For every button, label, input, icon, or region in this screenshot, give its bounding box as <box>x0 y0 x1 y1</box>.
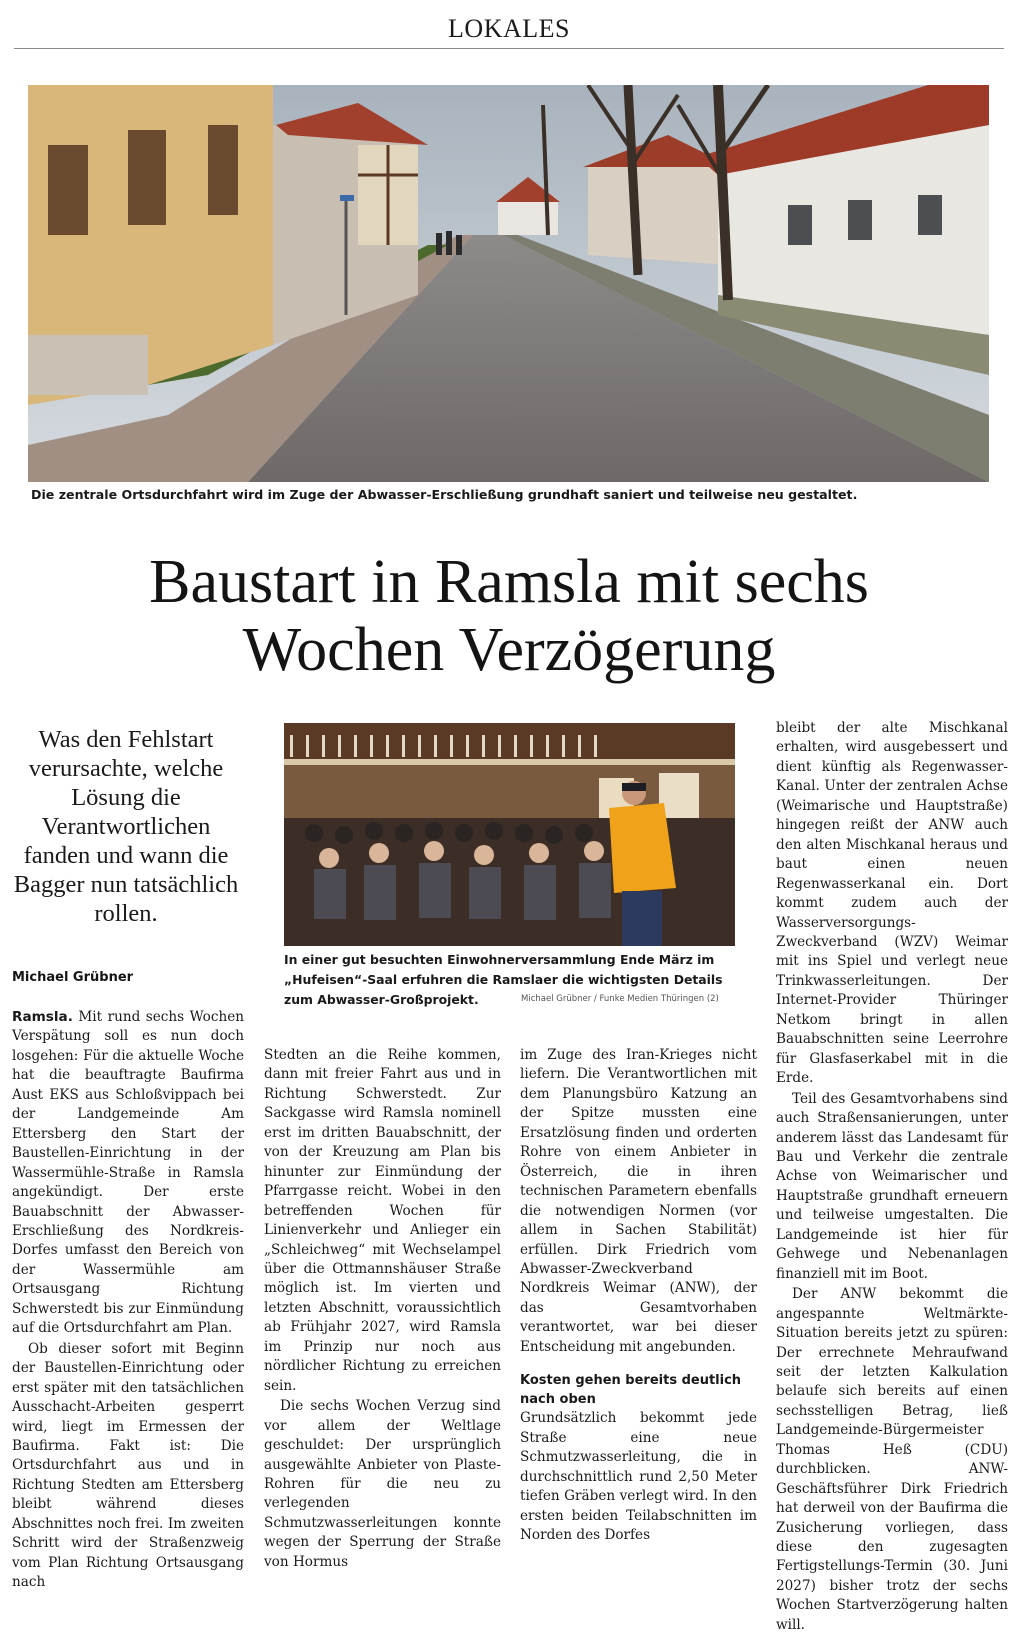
paragraph: Stedten an die Reihe kommen, dann mit freier Fahrt aus und in Richtung Schwerstedt. Zur Sackgasse wird Ramsla nominell erst im dritten Bauabschnitt, der von der Kreuzung am Plan bis hinunter zur Einmündung der Pfarrgasse reicht. Wobei in den betreffenden Wochen für Linienverkehr und Anlieger ein „Schleichweg“ mit Wechselampel über die Ottmannshäuser Straße möglich ist. Im vierten und letzten Abschnitt, voraussichtlich ab Frühjahr 2027, wird Ramsla im Prinzip nur noch aus nördlicher Richtung zu erreichen sein. <box>264 1047 501 1394</box>
headline <box>0 548 1018 684</box>
meeting-photo-caption: In einer gut besuchten Einwohnerversammlung Ende März im „Hufeisen“-Saal erfuhren die Ramslaer die wichtigsten Details zum Abwasser-Großprojekt. <box>284 952 723 1007</box>
article-column-4 <box>776 719 1008 1635</box>
dateline: Ramsla. <box>12 1009 73 1025</box>
photo-credit: Michael Grübner / Funke Medien Thüringen (2) <box>521 994 719 1004</box>
paragraph <box>12 1008 244 1339</box>
paragraph: Die sechs Wochen Verzug sind vor allem der Weltlage geschuldet: Der ursprünglich ausgewählte Anbieter von Plaste-Rohren für die neu zu verlegenden Schmutzwasserleitungen konnte wegen der Sperrung der Straße von Hormus <box>264 1398 501 1570</box>
paragraph: Grundsätzlich bekommt jede Straße eine neue Schmutzwasserleitung, die in durchschnittlich rund 2,50 Meter tiefen Gräben verlegt wird. In den ersten beiden Teilabschnitten im Norden des Dorfes <box>520 1410 757 1543</box>
main-photo-caption: Die zentrale Ortsdurchfahrt wird im Zuge der Abwasser-Erschließung grundhaft saniert und teilweise neu gestaltet. <box>31 487 858 502</box>
headline-line-1: Baustart in Ramsla mit sechs <box>149 548 869 616</box>
author: Michael Grübner <box>12 970 134 985</box>
article-column-2 <box>264 1046 501 1572</box>
subheading: Kosten gehen bereits deutlich nach oben <box>520 1373 742 1408</box>
main-photo <box>28 85 989 482</box>
section-rule <box>14 48 1004 49</box>
paragraph: Ob dieser sofort mit Beginn der Baustellen-Einrichtung oder erst später mit den tatsächlichen Ausschacht-Arbeiten gesperrt wird, liegt im Ermessen der Baufirma. Fakt ist: Die Ortsdurchfahrt aus und in Richtung Stedten am Ettersberg bleibt während dieses Abschnittes noch frei. Im zweiten Schritt wird der Straßenzweig vom Plan Richtung Ortsausgang nach <box>12 1340 244 1591</box>
paragraph: im Zuge des Iran-Krieges nicht liefern. Die Verantwortlichen mit dem Planungsbüro Katzung an der Spitze mussten eine Ersatzlösung finden und orderten Rohre von einem Anbieter in Österreich, die in ihren technischen Parametern ebenfalls die notwendigen Normen (vor allem in Sachen Stabilität) erfüllen. Dirk Friedrich vom Abwasser-Zweckverband Nordkreis Weimar (ANW), der das Gesamtvorhaben verantwortet, war bei dieser Entscheidung mit angebunden. <box>520 1047 757 1355</box>
article-column-3 <box>520 1046 757 1545</box>
paragraph: Der ANW bekommt die angespannte Weltmärkte-Situation bereits jetzt zu spüren: Der errechnete Mehraufwand seit der letzten Kalkulation belaufe sich bereits auf einen sechsstelligen Betrag, ließ Landgemeinde-Bürgermeister Thomas Heß (CDU) durchblicken. ANW-Geschäftsführer Dirk Friedrich hat derweil von der Baufirma die Zusicherung vorliegen, dass diese den zugesagten Fertigstellungs-Termin (30. Juni 2027) bisher trotz der sechs Wochen Startverzögerung halten will. <box>776 1286 1008 1633</box>
paragraph: bleibt der alte Mischkanal erhalten, wird ausgebessert und dient künftig als Regenwasser-Kanal. Unter der zentralen Achse (Weimarische und Hauptstraße) hingegen reißt der ANW auch den alten Mischkanal heraus und baut einen neuen Regenwasserkanal ein. Dort kommt zudem auch der Wasserversorgungs-Zweckverband (WZV) Weimar mit ins Spiel und verlegt neue Trinkwasserleitungen. Der Internet-Provider Thüringer Netkom bringt in allen Bauabschnitten seine Leerrohre für Glasfaserkabel mit in die Erde. <box>776 720 1008 1087</box>
teaser: Was den Fehlstart verursachte, welche Lösung die Verantwortlichen fanden und wann die Bagger nun tatsächlich rollen. <box>13 726 239 927</box>
meeting-photo <box>284 723 735 946</box>
paragraph: Teil des Gesamtvorhabens sind auch Straßensanierungen, unter anderem lässt das Landesamt für Bau und Verkehr die zentrale Achse von Weimarischer und Hauptstraße grundhaft erneuern und teilweise umgestalten. Die Landgemeinde ist hier für Gehwege und Nebenanlagen finanziell mit im Boot. <box>776 1090 1008 1282</box>
article-column-1 <box>12 1008 244 1593</box>
paragraph-text: Mit rund sechs Wochen Verspätung soll es nun doch losgehen: Für die aktuelle Woche hat die beauftragte Baufirma Aust EKS aus Schloßvippach bei der Landgemeinde Am Ettersberg den Start der Baustellen-Einrichtung in der Wassermühle-Straße in Ramsla angekündigt. Der erste Bauabschnitt der Abwasser-Erschließung des Nordkreis-Dorfes umfasst den Bereich von der Wassermühle am Ortsausgang Richtung Schwerstedt bis zur Einmündung auf die Ortsdurchfahrt am Plan. <box>12 1009 245 1337</box>
section-label: LOKALES <box>448 14 570 43</box>
headline-line-2: Wochen Verzögerung <box>242 616 776 684</box>
